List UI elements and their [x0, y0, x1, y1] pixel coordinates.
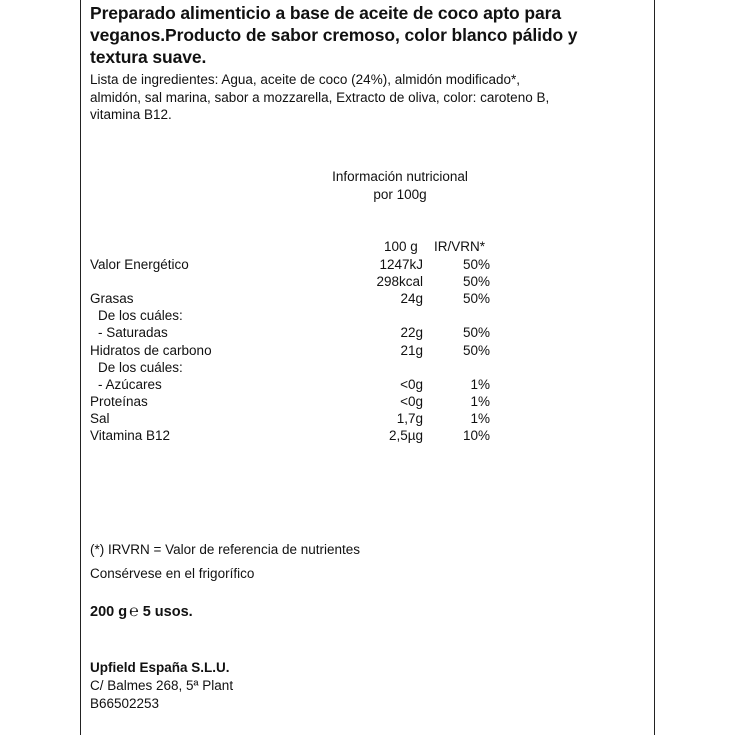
nutrient-value: <0g — [400, 377, 423, 392]
nutrient-value: 21g — [400, 343, 423, 358]
nutrient-sublabel: De los cuáles: — [98, 308, 183, 323]
weight-amount: 200 g — [90, 604, 128, 620]
company-name: Upfield España S.L.U. — [90, 660, 230, 675]
nutrient-value: <0g — [400, 394, 423, 409]
nutrient-ir: 10% — [462, 428, 490, 443]
storage-instructions: Consérvese en el frigorífico — [90, 566, 255, 581]
nutrient-sublabel: De los cuáles: — [98, 360, 183, 375]
description-line: Preparado alimenticio a base de aceite de coco apto para — [90, 3, 561, 23]
nutrient-value: 1247kJ — [379, 257, 423, 272]
nutrient-ir: 1% — [470, 394, 490, 409]
description-line: veganos.Producto de sabor cremoso, color blanco pálido y — [90, 25, 578, 45]
ingredients-line: vitamina B12. — [90, 107, 172, 122]
nutrient-label: Hidratos de carbono — [90, 343, 212, 358]
estimated-sign-icon: ℮ — [129, 603, 139, 620]
nutrition-title: Información nutricional — [332, 169, 468, 184]
nutrient-value: 298kcal — [376, 274, 423, 289]
footnote: (*) IRVRN = Valor de referencia de nutrientes — [90, 542, 361, 557]
nutrient-label: Proteínas — [90, 394, 148, 409]
nutrient-ir: 1% — [470, 411, 490, 426]
nutrient-value: 2,5µg — [388, 428, 423, 443]
nutrient-label: - Azúcares — [98, 377, 162, 392]
nutrient-label: Grasas — [90, 291, 134, 306]
company-id: B66502253 — [90, 696, 160, 711]
nutrient-label: Sal — [90, 411, 110, 426]
company-address: C/ Balmes 268, 5ª Plant — [90, 678, 234, 693]
nutrient-ir: 50% — [462, 325, 490, 340]
nutrient-value: 24g — [400, 291, 423, 306]
nutrient-label: Vitamina B12 — [90, 428, 171, 443]
nutrient-ir: 1% — [470, 377, 490, 392]
weight-uses: 5 usos. — [142, 604, 193, 620]
nutrient-ir: 50% — [462, 257, 490, 272]
column-header-ir: IR/VRN* — [434, 239, 486, 254]
company-info — [90, 659, 233, 713]
column-header-100g: 100 g — [384, 239, 418, 254]
nutrient-value: 1,7g — [396, 411, 423, 426]
nutrition-subtitle: por 100g — [373, 187, 427, 202]
ingredients-line: almidón, sal marina, sabor a mozzarella, Extracto de oliva, color: caroteno B, — [90, 89, 550, 105]
net-weight — [90, 603, 193, 621]
nutrient-label: - Saturadas — [98, 325, 168, 340]
description-line: textura suave. — [90, 47, 207, 67]
nutrient-ir: 50% — [462, 274, 490, 289]
nutrient-ir: 50% — [462, 291, 490, 306]
nutrient-label: Valor Energético — [90, 257, 189, 272]
ingredients-line: Lista de ingredientes: Agua, aceite de coco (24%), almidón modificado*, — [90, 72, 521, 87]
nutrient-value: 22g — [400, 325, 423, 340]
nutrient-ir: 50% — [462, 343, 490, 358]
